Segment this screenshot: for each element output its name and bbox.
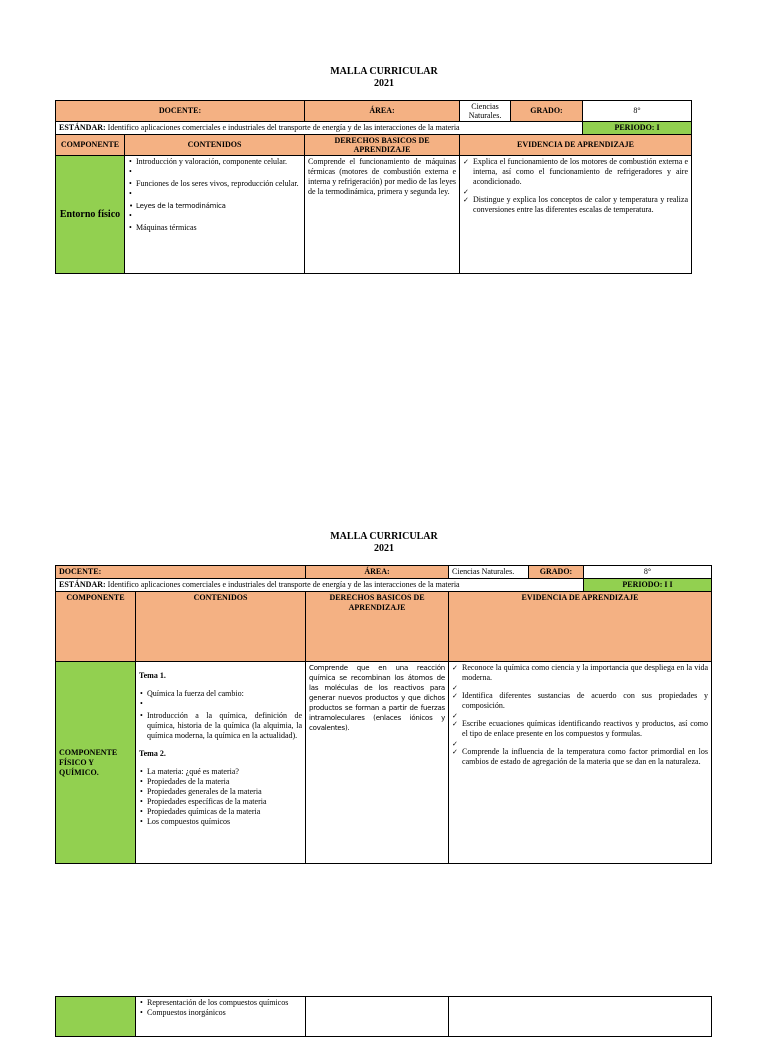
grado-value: 8° <box>583 101 692 122</box>
header-contenidos: CONTENIDOS <box>125 135 305 156</box>
docente-label: DOCENTE: <box>56 101 305 122</box>
evidencia-cell <box>449 997 712 1037</box>
list-item: ✓ Reconoce la química como ciencia y la importancia que despliega en la vida moderna. <box>462 663 708 683</box>
list-item: • Propiedades específicas de la materia <box>147 797 302 807</box>
header-derechos: DERECHOS BASICOS DE APRENDIZAJE <box>305 135 460 156</box>
list-item: • Propiedades de la materia <box>147 777 302 787</box>
estandar-text: Identifico aplicaciones comerciales e industriales del transporte de energía y de las interacciones de la materia <box>107 123 460 132</box>
list-item: • Propiedades generales de la materia <box>147 787 302 797</box>
estandar-label: ESTÁNDAR: <box>59 123 106 132</box>
estandar-text: Identifico aplicaciones comerciales e industriales del transporte de energía y de las interacciones de la materia <box>107 580 460 589</box>
area-value: Ciencias Naturales. <box>460 101 511 122</box>
header-contenidos: CONTENIDOS <box>136 592 306 662</box>
tema1-heading: Tema 1. <box>139 671 166 680</box>
derechos-cell: Comprende el funcionamiento de máquinas térmicas (motores de combustión externa e interna y refrigeración) por medio de las leyes de la termodinámica, primera y segunda ley. <box>305 156 460 274</box>
list-item: • Máquinas térmicas <box>136 223 301 233</box>
contenidos-cell <box>136 997 306 1037</box>
header-componente: COMPONENTE <box>56 592 136 662</box>
derechos-cell: Comprende que en una reacción química se recombinan los átomos de las moléculas de los reactivos para generar nuevos productos y que dichos productos se forman a partir de fuerzas intramoleculares (enlaces iónicos y covalentes). <box>306 662 449 864</box>
list-item: • Química la fuerza del cambio: <box>147 689 302 699</box>
header-componente: COMPONENTE <box>56 135 125 156</box>
estandar-row <box>56 122 583 135</box>
tema2-heading: Tema 2. <box>139 749 166 758</box>
list-item: ✓ Comprende la influencia de la temperatura como factor primordial en los cambios de estado de agregación de la materia que se dan en la naturaleza. <box>462 747 708 767</box>
evidencia-cell <box>460 156 692 274</box>
list-item: ✓ Escribe ecuaciones químicas identificando reactivos y productos, así como el tipo de enlace presente en los compuestos y formulas. <box>462 719 708 739</box>
grado-label: GRADO: <box>511 101 583 122</box>
estandar-label: ESTÁNDAR: <box>59 580 106 589</box>
list-item: • Funciones de los seres vivos, reproducción celular. <box>136 179 301 189</box>
list-item: • Introducción y valoración, componente celular. <box>136 157 301 167</box>
list-item: • Introducción a la química, definición de química, historia de la química (la alquimia, la química moderna, la química en la actualidad). <box>147 711 302 741</box>
derechos-cell <box>306 997 449 1037</box>
header-evidencia: EVIDENCIA DE APRENDIZAJE <box>460 135 692 156</box>
componente-cell <box>56 997 136 1037</box>
section1-year: 2021 <box>374 78 394 89</box>
list-item: ✓ Distingue y explica los conceptos de calor y temperatura y realiza conversiones entre las diferentes escalas de temperatura. <box>473 195 688 215</box>
docente-label: DOCENTE: <box>56 566 306 579</box>
list-item: ✓ Explica el funcionamiento de los motores de combustión externa e interna, así como el funcionamiento de refrigeradores y aire acondicionado. <box>473 157 688 187</box>
list-item: • Los compuestos químicos <box>147 817 302 827</box>
area-value: Ciencias Naturales. <box>449 566 529 579</box>
section1-title: MALLA CURRICULAR <box>330 66 438 77</box>
list-item: • La materia: ¿qué es materia? <box>147 767 302 777</box>
list-item: • Compuestos inorgánicos <box>147 1008 302 1018</box>
estandar-row <box>56 579 584 592</box>
list-item: ✓ Identifica diferentes sustancias de acuerdo con sus propiedades y composición. <box>462 691 708 711</box>
periodo-label: PERIODO: I <box>583 122 692 135</box>
contenidos-cell <box>125 156 305 274</box>
area-label: ÁREA: <box>305 101 460 122</box>
header-evidencia: EVIDENCIA DE APRENDIZAJE <box>449 592 712 662</box>
grado-label: GRADO: <box>529 566 584 579</box>
contenidos-cell <box>136 662 306 864</box>
list-item: • Representación de los compuestos químicos <box>147 998 302 1008</box>
section1-table <box>55 100 692 274</box>
section3-table <box>55 996 712 1037</box>
section2-year: 2021 <box>374 543 394 554</box>
section2-title: MALLA CURRICULAR <box>330 531 438 542</box>
periodo-label: PERIODO: I I <box>584 579 712 592</box>
section2-table <box>55 565 712 864</box>
list-item: • Leyes de la termodinámica <box>136 201 301 211</box>
list-item: • Propiedades químicas de la materia <box>147 807 302 817</box>
componente-cell: Entorno físico <box>56 156 125 274</box>
grado-value: 8° <box>584 566 712 579</box>
componente-cell: COMPONENTE FÍSICO Y QUÍMICO. <box>56 662 136 864</box>
area-label: ÁREA: <box>306 566 449 579</box>
evidencia-cell <box>449 662 712 864</box>
header-derechos: DERECHOS BASICOS DE APRENDIZAJE <box>306 592 449 662</box>
